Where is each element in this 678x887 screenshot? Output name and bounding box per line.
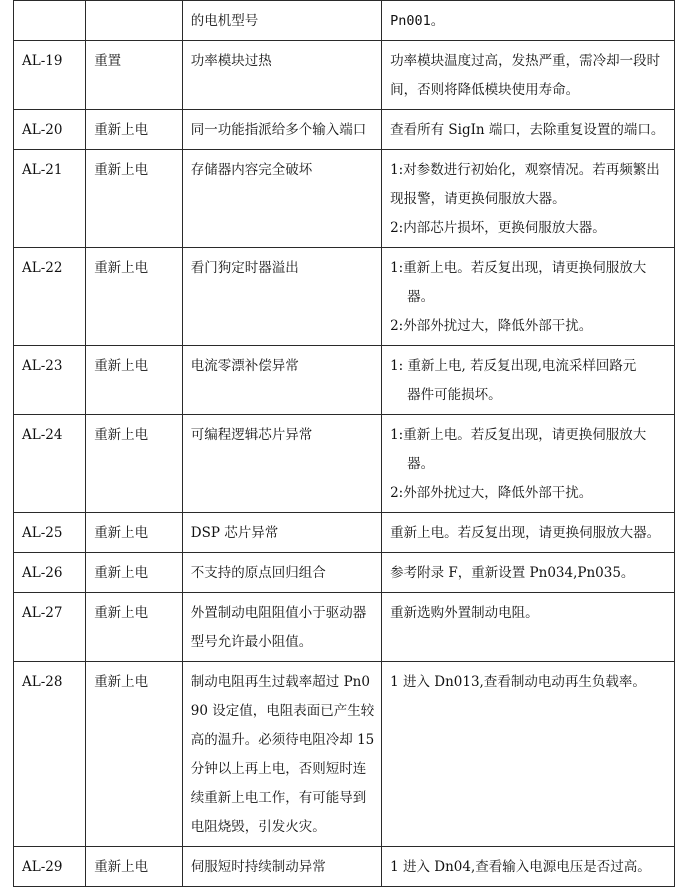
- alarm-code-table: [13, 0, 675, 887]
- alarm-code-cell: AL-28: [14, 662, 86, 847]
- table-row: [14, 662, 675, 847]
- alarm-description-cell: [182, 593, 381, 662]
- alarm-code-cell: [14, 1, 86, 41]
- description-line: 制动电阻再生过载率超过 Pn090 设定值，电阻表面已产生较高的温升。必须待电阻冷却 15 分钟以上再上电，否则短时连续重新上电工作，有可能导到电阻烧毁，引发火灾。: [190, 674, 375, 835]
- description-line: DSP 芯片异常: [190, 525, 279, 541]
- alarm-code-cell: AL-20: [14, 110, 86, 150]
- table-row: [14, 415, 675, 513]
- solution-line: 器件可能损坏。: [407, 387, 502, 403]
- solution-cell: [382, 415, 675, 513]
- alarm-description-cell: [182, 346, 381, 415]
- solution-line: 功率模块温度过高，发热严重，需冷却一段时间，否则将降低模块使用寿命。: [390, 53, 661, 98]
- solution-line: 重新选购外置制动电阻。: [390, 605, 539, 621]
- table-row: [14, 110, 675, 150]
- solution-cell: [382, 41, 675, 110]
- solution-cell: [382, 150, 675, 248]
- alarm-code-cell: AL-21: [14, 150, 86, 248]
- description-line: 看门狗定时器溢出: [190, 260, 299, 276]
- solution-line: 器。: [407, 289, 435, 305]
- alarm-description-cell: [182, 248, 381, 346]
- reset-method-cell: 重新上电: [86, 346, 183, 415]
- solution-line: Pn001。: [390, 13, 445, 29]
- alarm-description-cell: [182, 110, 381, 150]
- table-row: [14, 248, 675, 346]
- description-line: 功率模块过热: [190, 53, 272, 69]
- table-row: [14, 593, 675, 662]
- table-row: [14, 513, 675, 553]
- table-row: [14, 553, 675, 593]
- solution-cell: [382, 847, 675, 887]
- solution-line: 2:外部外扰过大，降低外部干扰。: [390, 318, 593, 334]
- solution-line: 重新上电。若反复出现，请更换伺服放大器。: [390, 525, 661, 541]
- description-line: 的电机型号: [190, 13, 259, 29]
- solution-cell: [382, 662, 675, 847]
- alarm-description-cell: [182, 847, 381, 887]
- solution-line: 1 进入 Dn04,查看输入电源电压是否过高。: [390, 859, 651, 875]
- solution-line: 2:内部芯片损坏，更换伺服放大器。: [390, 220, 606, 236]
- reset-method-cell: 重置: [86, 41, 183, 110]
- alarm-code-cell: AL-22: [14, 248, 86, 346]
- alarm-description-cell: [182, 41, 381, 110]
- table-row: [14, 1, 675, 41]
- alarm-code-cell: AL-19: [14, 41, 86, 110]
- reset-method-cell: 重新上电: [86, 593, 183, 662]
- solution-line: 1:重新上电。若反复出现，请更换伺服放大: [390, 427, 647, 443]
- description-line: 可编程逻辑芯片异常: [190, 427, 313, 443]
- alarm-code-cell: AL-23: [14, 346, 86, 415]
- alarm-code-cell: AL-24: [14, 415, 86, 513]
- table-row: [14, 150, 675, 248]
- alarm-code-cell: AL-29: [14, 847, 86, 887]
- solution-line: 1:对参数进行初始化，观察情况。若再频繁出现报警，请更换伺服放大器。: [390, 162, 660, 207]
- solution-cell: [382, 1, 675, 41]
- alarm-code-cell: AL-26: [14, 553, 86, 593]
- description-line: 电流零漂补偿异常: [190, 358, 299, 374]
- reset-method-cell: 重新上电: [86, 248, 183, 346]
- alarm-code-cell: AL-25: [14, 513, 86, 553]
- solution-cell: [382, 593, 675, 662]
- alarm-description-cell: [182, 150, 381, 248]
- solution-line: 器。: [407, 456, 435, 472]
- solution-cell: [382, 346, 675, 415]
- solution-cell: [382, 553, 675, 593]
- description-line: 不支持的原点回归组合: [190, 565, 326, 581]
- alarm-description-cell: [182, 1, 381, 41]
- solution-line: 1:重新上电。若反复出现，请更换伺服放大: [390, 260, 647, 276]
- solution-line: 1: 重新上电, 若反复出现,电流采样回路元: [390, 358, 637, 374]
- table-row: [14, 41, 675, 110]
- description-line: 同一功能指派给多个输入端口: [190, 122, 367, 138]
- description-line: 存储器内容完全破坏: [190, 162, 313, 178]
- solution-cell: [382, 248, 675, 346]
- reset-method-cell: 重新上电: [86, 513, 183, 553]
- reset-method-cell: 重新上电: [86, 662, 183, 847]
- reset-method-cell: 重新上电: [86, 150, 183, 248]
- alarm-description-cell: [182, 553, 381, 593]
- reset-method-cell: 重新上电: [86, 847, 183, 887]
- table-row: [14, 346, 675, 415]
- description-line: 伺服短时持续制动异常: [190, 859, 326, 875]
- reset-method-cell: [86, 1, 183, 41]
- solution-line: 1 进入 Dn013,查看制动电动再生负载率。: [390, 674, 646, 690]
- description-line: 外置制动电阻阻值小于驱动器型号允许最小阻值。: [190, 605, 367, 650]
- solution-line: 参考附录 F，重新设置 Pn034,Pn035。: [390, 565, 635, 581]
- solution-cell: [382, 513, 675, 553]
- table-row: [14, 847, 675, 887]
- alarm-code-cell: AL-27: [14, 593, 86, 662]
- alarm-description-cell: [182, 513, 381, 553]
- reset-method-cell: 重新上电: [86, 110, 183, 150]
- solution-cell: [382, 110, 675, 150]
- alarm-description-cell: [182, 662, 381, 847]
- alarm-description-cell: [182, 415, 381, 513]
- solution-line: 2:外部外扰过大，降低外部干扰。: [390, 485, 593, 501]
- reset-method-cell: 重新上电: [86, 415, 183, 513]
- solution-line: 查看所有 SigIn 端口，去除重复设置的端口。: [390, 122, 665, 138]
- reset-method-cell: 重新上电: [86, 553, 183, 593]
